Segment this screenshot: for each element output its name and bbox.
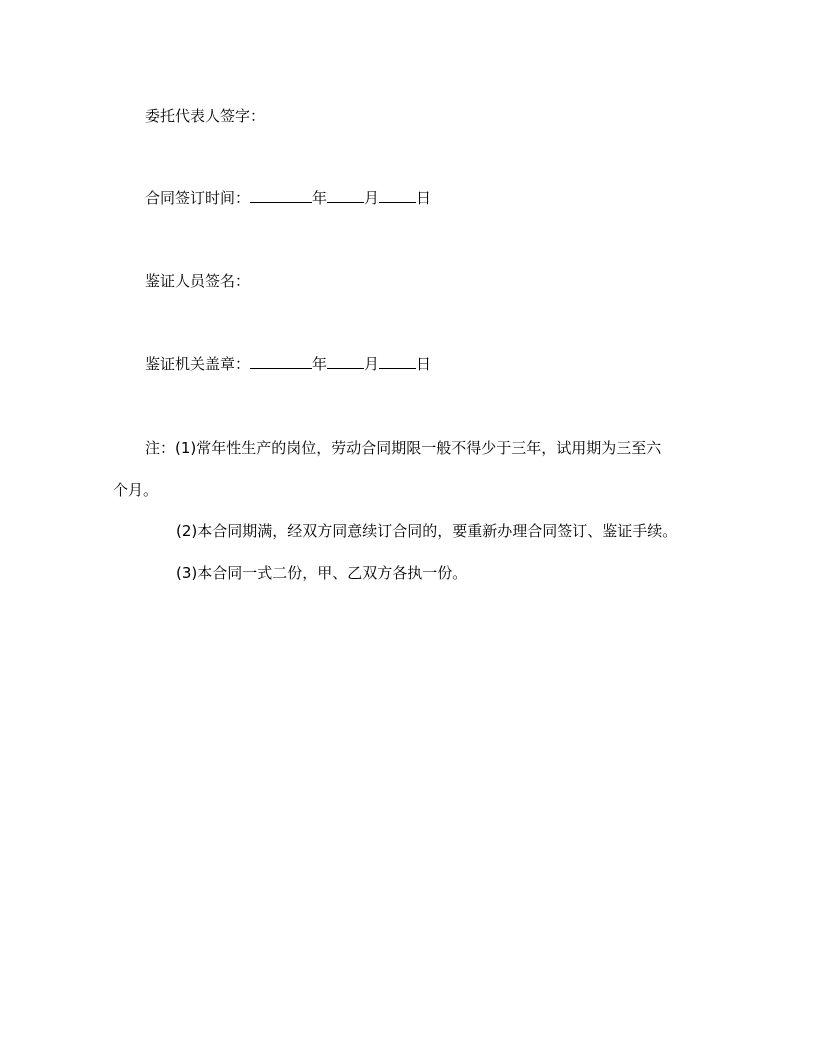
contract-date-label: 合同签订时间：: [145, 189, 251, 207]
year-blank[interactable]: [250, 188, 312, 203]
month-blank[interactable]: [327, 188, 364, 203]
delegate-signature-line: [145, 106, 265, 126]
note-3-text: (3)本合同一式二份，甲、乙双方各执一份。: [176, 564, 468, 582]
day-label: 日: [416, 189, 432, 207]
month-label: 月: [364, 189, 380, 207]
year-label: 年: [312, 189, 328, 207]
day-blank[interactable]: [379, 354, 416, 369]
note-1-text: (1)常年性生产的岗位，劳动合同期限一般不得少于三年，试用期为三至六: [175, 439, 662, 457]
year-label: 年: [312, 355, 328, 373]
note-1-continuation: 个月。: [113, 481, 159, 499]
month-label: 月: [364, 355, 380, 373]
note-2-line: [176, 521, 677, 541]
note-1-line-1: [145, 438, 661, 458]
month-blank[interactable]: [327, 354, 364, 369]
year-blank[interactable]: [250, 354, 312, 369]
notes-prefix: 注：: [145, 439, 176, 457]
note-3-line: [176, 563, 467, 583]
note-1-line-2: [113, 480, 158, 500]
contract-date-line: [145, 188, 431, 208]
authority-seal-label: 鉴证机关盖章：: [145, 355, 251, 373]
note-2-text: (2)本合同期满，经双方同意续订合同的，要重新办理合同签订、鉴证手续。: [176, 522, 678, 540]
verifier-signature-line: [145, 271, 250, 291]
delegate-signature-label: 委托代表人签字：: [145, 107, 266, 125]
verifier-signature-label: 鉴证人员签名：: [145, 272, 251, 290]
day-blank[interactable]: [379, 188, 416, 203]
authority-seal-line: [145, 354, 431, 374]
day-label: 日: [416, 355, 432, 373]
